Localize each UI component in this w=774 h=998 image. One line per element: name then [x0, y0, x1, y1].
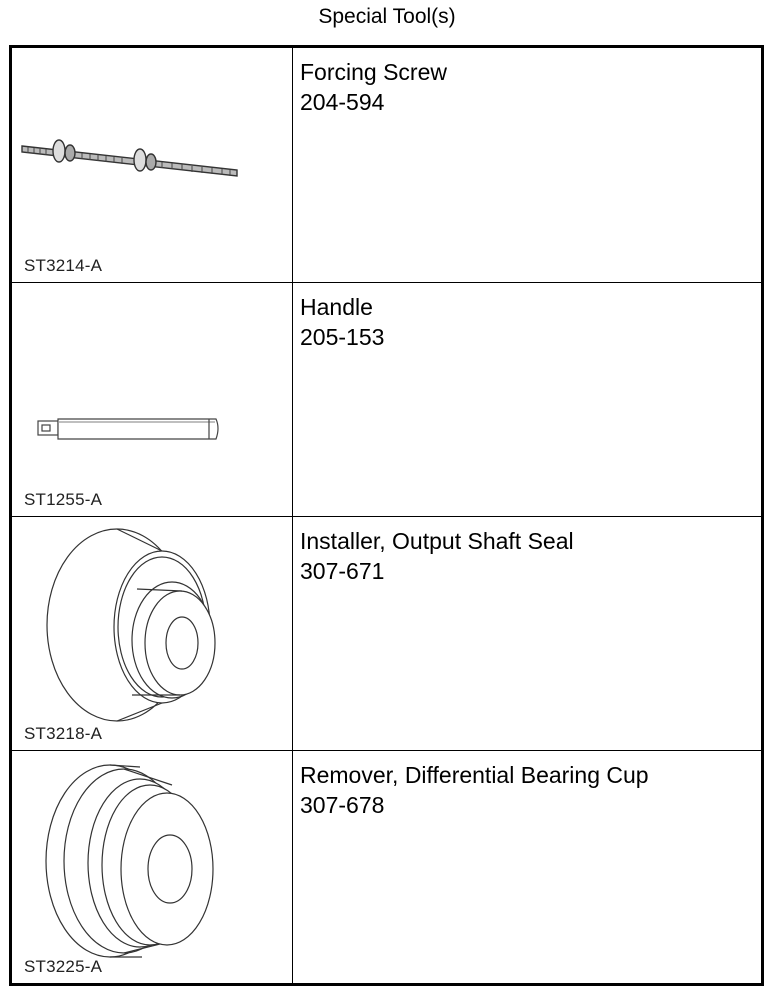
tool-description: [293, 517, 761, 750]
tool-name: Handle: [300, 294, 373, 320]
bearing-cup-remover-icon: [12, 751, 293, 985]
illustration-cell: [12, 283, 293, 516]
illustration-cell: [12, 517, 293, 750]
illustration-code: ST3225-A: [24, 957, 103, 976]
table-row: [12, 517, 761, 751]
illustration-code: ST3214-A: [24, 256, 103, 275]
table-row: [12, 48, 761, 283]
tool-description: [293, 283, 761, 516]
tool-number: 307-671: [300, 558, 385, 584]
handle-icon: [12, 283, 293, 517]
tool-name: Installer, Output Shaft Seal: [300, 528, 574, 554]
tool-description: [293, 751, 761, 983]
tool-description: [293, 48, 761, 282]
page-title: Special Tool(s): [318, 5, 456, 28]
illustration-cell: [12, 48, 293, 282]
tool-number: 205-153: [300, 324, 385, 350]
forcing-screw-icon: [12, 48, 293, 282]
illustration-code: ST3218-A: [24, 724, 103, 743]
table-row: [12, 751, 761, 983]
tool-name: Forcing Screw: [300, 59, 447, 85]
seal-installer-icon: [12, 517, 293, 751]
tool-number: 307-678: [300, 792, 385, 818]
illustration-code: ST1255-A: [24, 490, 103, 509]
special-tools-table: [9, 45, 764, 986]
table-row: [12, 283, 761, 517]
tool-number: 204-594: [300, 89, 385, 115]
tool-name: Remover, Differential Bearing Cup: [300, 762, 649, 788]
illustration-cell: [12, 751, 293, 983]
